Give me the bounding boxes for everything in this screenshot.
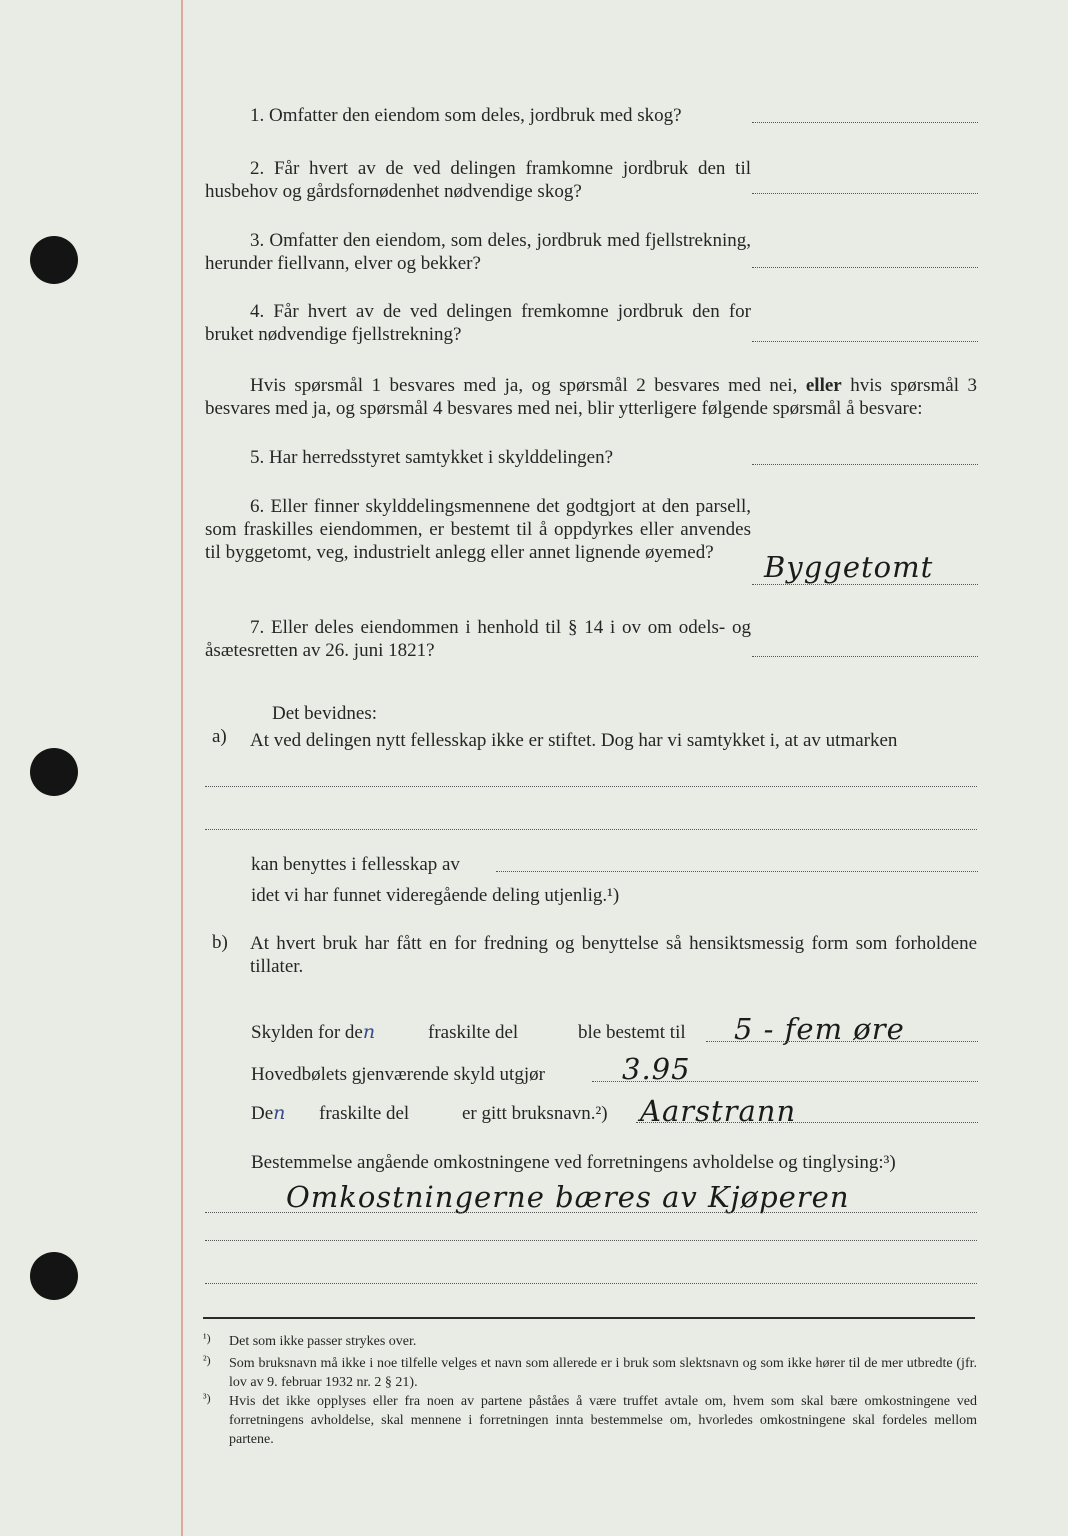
question-3: 3. Omfatter den eiendom, som deles, jordbruk med fjellstrekning, herunder fiellvann, elver og bekker?: [205, 230, 751, 274]
question-7: 7. Eller deles eiendommen i henhold til § 14 i ov om odels- og åsætesretten av 26. juni 1821?: [205, 617, 751, 661]
farm-name-handwritten-suffix: n: [273, 1102, 286, 1124]
common-area-line-2[interactable]: [205, 829, 977, 830]
binder-hole-top: [30, 236, 78, 284]
remaining-tax-line[interactable]: [592, 1081, 978, 1082]
shared-use-label: kan benyttes i fellesskap av: [251, 854, 460, 875]
follow-up-instruction-prefix: Hvis spørsmål 1 besvares med ja, og spørsmål 2 besvares med nei,: [250, 375, 798, 396]
question-2: 2. Får hvert av de ved delingen framkomne jordbruk den til husbehov og gårdsfornødenhet nødvendige skog?: [205, 158, 751, 202]
tax-label-set-to: ble bestemt til: [578, 1022, 686, 1043]
question-5: 5. Har herredsstyret samtykket i skylddelingen?: [250, 447, 614, 468]
footnote-rule: [203, 1317, 975, 1319]
further-division-text: idet vi har funnet videregående deling utjenlig.¹): [251, 885, 620, 906]
footnote-1-text: Det som ikke passer strykes over.: [229, 1334, 417, 1349]
item-b-marker: b): [212, 932, 228, 953]
binder-hole-middle: [30, 748, 78, 796]
binder-hole-bottom: [30, 1252, 78, 1300]
answer-line-2[interactable]: [752, 193, 978, 194]
follow-up-instruction-suffix: hvis spørsmål 3 besvares med ja, og spørsmål 4 besvares med nei, blir ytterligere følgende spørsmål å besvare:: [205, 375, 978, 419]
answer-line-1[interactable]: [752, 122, 978, 123]
common-area-line-1[interactable]: [205, 786, 977, 787]
item-a-marker: a): [212, 726, 227, 747]
footnote-3-text: Hvis det ikke opplyses eller fra noen av partene påståes å være truffet avtale om, hvem som skal bære omkostningene ved forretningens avholdelse, skal mennene i forretningen innta bestemmelse om, hvorledes omkostningene skal fordeles mellom partene.: [229, 1394, 977, 1447]
item-a-text: At ved delingen nytt fellesskap ikke er stiftet. Dog har vi samtykket i, at av utmarken: [250, 730, 898, 751]
tax-value-line[interactable]: [706, 1041, 978, 1042]
follow-up-instruction: [205, 374, 977, 420]
farm-name-middle: fraskilte del: [319, 1103, 410, 1124]
item-b-text: At hvert bruk har fått en for fredning og benyttelse så hensiktsmessig form som forholdene tillater.: [250, 933, 977, 977]
answer-line-4[interactable]: [752, 341, 978, 342]
tax-label-middle: fraskilte del: [428, 1022, 519, 1043]
tax-label-prefix-text: Skylden for de: [251, 1022, 363, 1043]
costs-line-2[interactable]: [205, 1240, 977, 1241]
remaining-tax-label: Hovedbølets gjenværende skyld utgjør: [251, 1064, 545, 1085]
tax-label-handwritten-suffix: n: [362, 1021, 376, 1043]
tax-value-handwritten: 5 - fem øre: [734, 1012, 905, 1046]
follow-up-instruction-eller: eller: [805, 375, 842, 396]
certification-heading: Det bevidnes:: [272, 703, 378, 724]
costs-line-3[interactable]: [205, 1283, 977, 1284]
farm-name-label: er gitt bruksnavn.²): [462, 1103, 608, 1124]
footnote-2-mark: ²): [203, 1353, 211, 1367]
farm-name-prefix-text: De: [251, 1103, 274, 1124]
question-4: 4. Får hvert av de ved delingen fremkomne jordbruk den for bruket nødvendige fjellstrekning?: [205, 301, 751, 345]
shared-use-line[interactable]: [496, 871, 978, 872]
tax-label-prefix: [251, 1021, 375, 1044]
costs-label: Bestemmelse angående omkostningene ved forretningens avholdelse og tinglysing:³): [251, 1152, 896, 1173]
answer-line-3[interactable]: [752, 267, 978, 268]
farm-name-prefix: [251, 1102, 285, 1125]
question-6: 6. Eller finner skylddelingsmennene det godtgjort at den parsell, som fraskilles eiendommen, er bestemt til å oppdyrkes eller anvendes til byggetomt, veg, industrielt anlegg eller annet lignende øyemed?: [205, 496, 751, 563]
footnote-1-mark: ¹): [203, 1331, 211, 1345]
footnote-3-mark: ³): [203, 1391, 211, 1405]
remaining-tax-value-handwritten: 3.95: [622, 1052, 691, 1086]
costs-line-1[interactable]: [205, 1212, 977, 1213]
answer-6-handwritten: Byggetomt: [764, 550, 934, 584]
farm-name-line[interactable]: [636, 1122, 978, 1123]
margin-line: [181, 0, 183, 1536]
costs-value-handwritten: Omkostningerne bæres av Kjøperen: [286, 1180, 850, 1214]
answer-line-6[interactable]: [752, 584, 978, 585]
footnote-2-text: Som bruksnavn må ikke i noe tilfelle velges et navn som allerede er i bruk som slektsnavn og som ikke hører til de mer utbredte (jfr. lov av 9. februar 1932 nr. 2 § 21).: [229, 1356, 977, 1390]
answer-line-5[interactable]: [752, 464, 978, 465]
question-1: 1. Omfatter den eiendom som deles, jordbruk med skog?: [250, 105, 682, 126]
farm-name-value-handwritten: Aarstrann: [640, 1094, 797, 1128]
answer-line-7[interactable]: [752, 656, 978, 657]
